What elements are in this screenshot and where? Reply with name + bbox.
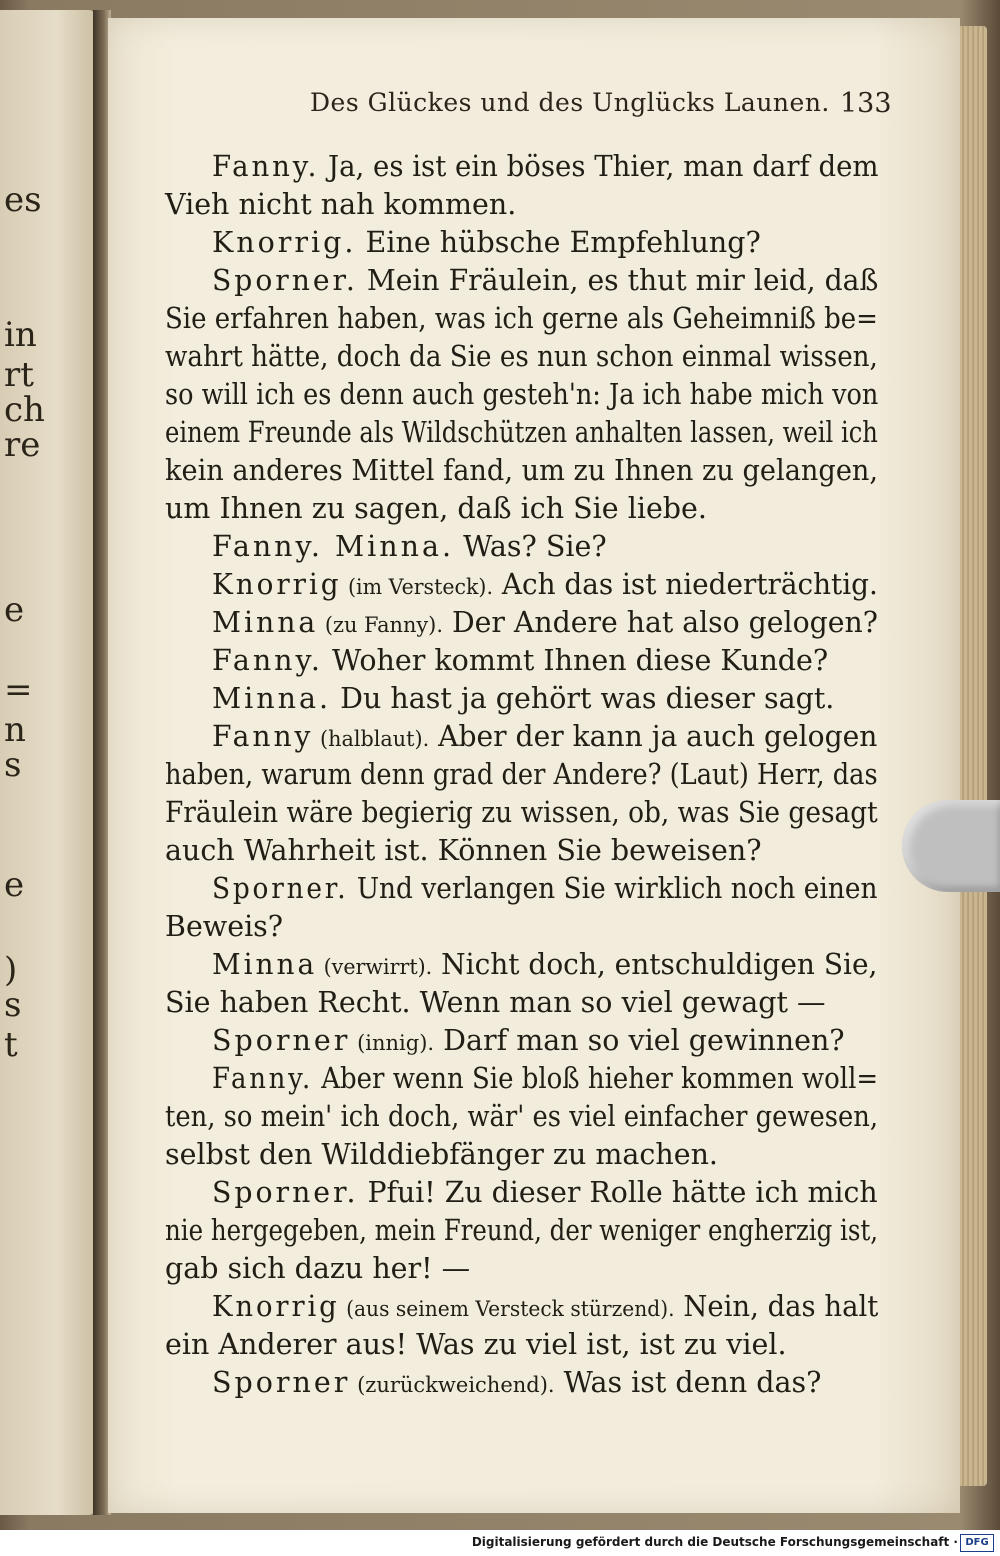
line-text: Aber der kann ja auch gelogen bbox=[429, 720, 878, 753]
speaker-name: Minna bbox=[212, 606, 319, 639]
text-line bbox=[165, 378, 878, 411]
speaker-name: Fanny. bbox=[212, 644, 323, 677]
text-line bbox=[212, 226, 761, 259]
line-text: wahrt hätte, doch da Sie es nun schon einmal wissen, bbox=[165, 340, 878, 373]
text-line bbox=[165, 1328, 787, 1361]
left-page-fragment: re bbox=[4, 425, 41, 465]
left-page-fragment: s bbox=[4, 745, 22, 785]
stage-direction: (im Versteck). bbox=[341, 575, 493, 599]
text-line bbox=[212, 682, 834, 715]
line-text: Du hast ja gehört was dieser sagt. bbox=[331, 682, 835, 715]
speaker-name: Knorrig bbox=[212, 1290, 340, 1323]
text-line bbox=[165, 1252, 470, 1285]
digitization-footer bbox=[0, 1531, 1000, 1556]
line-text: Vieh nicht nah kommen. bbox=[165, 188, 517, 221]
line-text: Fräulein wäre begierig zu wissen, ob, was Sie gesagt bbox=[165, 796, 878, 829]
text-line bbox=[165, 796, 878, 829]
left-page-fragment: ) bbox=[4, 950, 18, 990]
stage-direction: (zu Fanny). bbox=[318, 613, 443, 637]
text-line bbox=[212, 1290, 878, 1323]
speaker-name: Sporner. bbox=[212, 264, 358, 297]
line-text: gab sich dazu her! — bbox=[165, 1252, 471, 1285]
speaker-name: Knorrig bbox=[212, 568, 342, 601]
speaker-name: Fanny. bbox=[212, 1062, 314, 1095]
line-text: haben, warum denn grad der Andere? (Laut) Herr, das bbox=[165, 758, 878, 791]
line-text: um Ihnen zu sagen, daß ich Sie liebe. bbox=[165, 492, 707, 525]
line-text: Ja, es ist ein böses Thier, man darf dem bbox=[319, 150, 879, 183]
text-line bbox=[165, 1214, 878, 1247]
left-page-fragment: t bbox=[4, 1025, 18, 1065]
text-line bbox=[212, 720, 877, 753]
speaker-name: Fanny. Minna. bbox=[212, 530, 455, 563]
text-line bbox=[212, 568, 878, 601]
left-page-fragment: n bbox=[4, 710, 26, 750]
left-page-fragment: in bbox=[4, 315, 37, 355]
text-line bbox=[212, 1176, 878, 1209]
speaker-name: Sporner. bbox=[212, 1176, 359, 1209]
line-text: Was? Sie? bbox=[454, 530, 607, 563]
left-page-fragment: ch bbox=[4, 390, 45, 430]
text-line bbox=[212, 1024, 845, 1057]
speaker-name: Fanny. bbox=[212, 150, 320, 183]
left-page-fragment: es bbox=[4, 180, 42, 220]
line-text: Pfui! Zu dieser Rolle hätte ich mich bbox=[358, 1176, 878, 1209]
line-text: Woher kommt Ihnen diese Kunde? bbox=[322, 644, 829, 677]
text-line bbox=[212, 264, 878, 297]
left-page-fragment: e bbox=[4, 865, 25, 905]
line-text: Aber wenn Sie bloß hieher kommen woll= bbox=[313, 1062, 879, 1095]
text-line bbox=[165, 910, 283, 943]
footer-credit: Digitalisierung gefördert durch die Deutsche Forschungsgemeinschaft · bbox=[471, 1535, 958, 1549]
speaker-name: Sporner bbox=[212, 1366, 351, 1399]
page-clip-tab bbox=[902, 800, 1000, 892]
left-page-edge bbox=[0, 10, 95, 1515]
text-line bbox=[212, 530, 607, 563]
line-text: Ach das ist niederträchtig. bbox=[492, 568, 878, 601]
line-text: ten, so mein' ich doch, wär' es viel einfacher gewesen, bbox=[165, 1100, 879, 1133]
text-line bbox=[212, 150, 879, 183]
text-line bbox=[165, 416, 878, 449]
text-line bbox=[165, 986, 826, 1019]
line-text: Sie haben Recht. Wenn man so viel gewagt — bbox=[165, 986, 826, 1019]
text-line bbox=[165, 834, 762, 867]
text-line bbox=[212, 644, 828, 677]
line-text: Der Andere hat also gelogen? bbox=[442, 606, 878, 639]
speaker-name: Knorrig. bbox=[212, 226, 357, 259]
line-text: Was ist denn das? bbox=[554, 1366, 822, 1399]
line-text: auch Wahrheit ist. Können Sie beweisen? bbox=[165, 834, 762, 867]
text-line bbox=[165, 188, 516, 221]
text-line bbox=[165, 492, 707, 525]
speaker-name: Fanny bbox=[212, 720, 314, 753]
line-text: ein Anderer aus! Was zu viel ist, ist zu viel. bbox=[165, 1328, 787, 1361]
line-text: Nein, das halt bbox=[674, 1290, 879, 1323]
text-line bbox=[165, 340, 878, 373]
line-text: so will ich es denn auch gesteh'n: Ja ich habe mich von bbox=[165, 378, 879, 411]
text-line bbox=[165, 1138, 718, 1171]
line-text: Mein Fräulein, es thut mir leid, daß bbox=[357, 264, 879, 297]
stage-direction: (aus seinem Versteck stürzend). bbox=[339, 1297, 675, 1321]
dfg-logo-icon: DFG bbox=[960, 1534, 994, 1552]
text-line bbox=[212, 872, 877, 905]
speaker-name: Minna. bbox=[212, 682, 332, 715]
line-text: kein anderes Mittel fand, um zu Ihnen zu gelangen, bbox=[165, 454, 879, 487]
line-text: Sie erfahren haben, was ich gerne als Geheimniß be= bbox=[165, 302, 878, 335]
text-line bbox=[165, 1100, 878, 1133]
text-line bbox=[165, 454, 878, 487]
speaker-name: Sporner bbox=[212, 1024, 351, 1057]
line-text: nie hergegeben, mein Freund, der weniger engherzig ist, bbox=[165, 1214, 879, 1247]
line-text: Beweis? bbox=[165, 910, 284, 943]
line-text: Darf man so viel gewinnen? bbox=[434, 1024, 845, 1057]
left-page-fragment: rt bbox=[4, 355, 34, 395]
line-text: Eine hübsche Empfehlung? bbox=[356, 226, 761, 259]
line-text: Und verlangen Sie wirklich noch einen bbox=[348, 872, 878, 905]
stage-direction: (zurückweichend). bbox=[350, 1373, 555, 1397]
text-line bbox=[212, 1062, 878, 1095]
stage-direction: (verwirrt). bbox=[317, 955, 433, 979]
speaker-name: Sporner. bbox=[212, 872, 349, 905]
left-page-fragment: e bbox=[4, 590, 25, 630]
left-page-fragment: = bbox=[4, 670, 33, 710]
left-page-fragment: s bbox=[4, 985, 22, 1025]
line-text: selbst den Wilddiebfänger zu machen. bbox=[165, 1138, 718, 1171]
running-title: Des Glückes und des Unglücks Launen. bbox=[310, 88, 830, 117]
line-text: Nicht doch, entschuldigen Sie, bbox=[432, 948, 878, 981]
page-number: 133 bbox=[840, 88, 892, 119]
stage-direction: (halblaut). bbox=[313, 727, 430, 751]
line-text: einem Freunde als Wildschützen anhalten lassen, weil ich bbox=[165, 416, 878, 449]
speaker-name: Minna bbox=[212, 948, 318, 981]
text-line bbox=[165, 302, 878, 335]
text-line bbox=[165, 758, 878, 791]
text-line bbox=[212, 1366, 821, 1399]
text-line bbox=[212, 948, 877, 981]
stage-direction: (innig). bbox=[350, 1031, 435, 1055]
text-line bbox=[212, 606, 878, 639]
